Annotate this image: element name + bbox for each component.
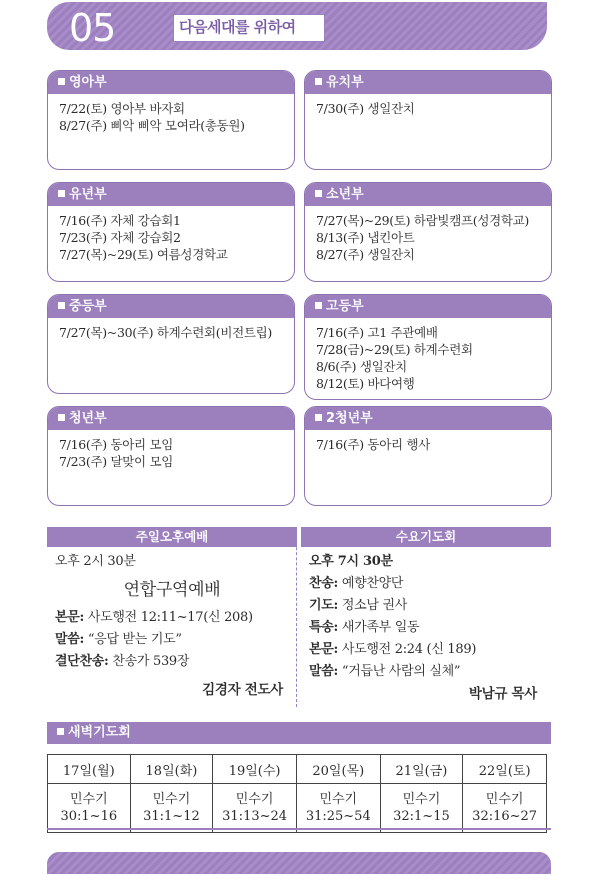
scripture-cell [213, 784, 297, 833]
square-icon [315, 190, 322, 197]
event-list [48, 318, 294, 341]
department-header [305, 295, 551, 318]
worship-section [47, 527, 551, 707]
department-box [47, 182, 295, 282]
list-item: 7/16(주) 동아리 모임 [59, 437, 174, 452]
list-item: 8/27(주) 생일잔치 [316, 247, 415, 262]
value: 정소남 권사 [341, 598, 407, 613]
list-item: 7/23(주) 달맞이 모임 [59, 454, 174, 469]
list-item: 8/27(주) 삐악 삐악 모여라(총동원) [59, 118, 245, 133]
department-name: 유치부 [326, 75, 364, 90]
department-header [48, 183, 294, 206]
sunday-service-name: 연합구역예배 [123, 580, 221, 600]
dawn-prayer-bar [47, 722, 551, 744]
department-name: 소년부 [326, 187, 364, 202]
sunday-title: 주일오후예배 [47, 527, 297, 547]
verse: 30:1~16 [60, 809, 118, 824]
department-box [47, 294, 295, 394]
verse: 32:16~27 [472, 809, 538, 824]
list-item: 7/30(주) 생일잔치 [316, 101, 415, 116]
square-icon [58, 302, 65, 309]
list-item: 7/16(주) 고1 주관예배 [316, 325, 438, 340]
book: 민수기 [402, 792, 441, 807]
list-item: 7/27(목)~29(토) 하람빛캠프(성경학교) [316, 213, 530, 228]
value: “응답 받는 기도” [87, 632, 182, 647]
date-cell: 22일(토) [463, 755, 547, 784]
square-icon [315, 78, 322, 85]
event-list [305, 430, 551, 453]
department-name: 영아부 [69, 75, 107, 90]
value: 찬송가 539장 [112, 654, 190, 669]
wednesday-title: 수요기도회 [301, 527, 551, 547]
department-header [305, 71, 551, 94]
square-icon [315, 302, 322, 309]
label: 결단찬송: [55, 654, 109, 669]
divider [296, 527, 297, 707]
department-header [305, 183, 551, 206]
value: 사도행전 12:11~17(신 208) [87, 610, 253, 625]
department-box [47, 70, 295, 170]
value: “거듭난 사람의 실체” [341, 664, 461, 679]
label: 기도: [309, 598, 339, 613]
date-cell: 20일(목) [296, 755, 380, 784]
department-name: 2청년부 [326, 411, 373, 426]
department-box [304, 182, 552, 282]
verse: 31:1~12 [143, 809, 200, 824]
table-header-row [48, 755, 547, 784]
book: 민수기 [319, 792, 358, 807]
sunday-preacher: 김경자 전도사 [202, 682, 283, 698]
wednesday-sermon [301, 661, 551, 683]
value: 예향찬양단 [341, 576, 404, 591]
scripture-cell [48, 784, 131, 833]
department-box [304, 294, 552, 400]
event-list [48, 94, 294, 134]
list-item: 7/23(주) 자체 강습회2 [59, 230, 181, 245]
sunday-scripture [47, 607, 297, 629]
scripture-cell [296, 784, 380, 833]
book: 민수기 [485, 792, 524, 807]
label: 말씀: [309, 664, 339, 679]
sunday-hymn [47, 651, 297, 673]
department-header [48, 71, 294, 94]
square-icon [58, 414, 65, 421]
sunday-sermon [47, 629, 297, 651]
event-list [305, 318, 551, 392]
date-cell: 21일(금) [380, 755, 463, 784]
dawn-prayer-table [47, 754, 547, 833]
list-item: 7/28(금)~29(토) 하계수련회 [316, 342, 473, 357]
list-item: 7/16(주) 자체 강습회1 [59, 213, 181, 228]
event-list [48, 430, 294, 470]
department-name: 청년부 [69, 411, 107, 426]
list-item: 7/27(목)~29(토) 여름성경학교 [59, 247, 228, 262]
department-box [304, 406, 552, 506]
scripture-cell [130, 784, 213, 833]
department-box [47, 406, 295, 506]
list-item: 7/16(주) 동아리 행사 [316, 437, 431, 452]
department-name: 유년부 [69, 187, 107, 202]
square-icon [58, 190, 65, 197]
scripture-cell [463, 784, 547, 833]
wednesday-praise [301, 573, 551, 595]
event-list [48, 206, 294, 263]
department-header [48, 407, 294, 430]
wednesday-service [301, 527, 551, 707]
square-icon [315, 414, 322, 421]
book: 민수기 [152, 792, 191, 807]
verse: 31:25~54 [305, 809, 371, 824]
book: 민수기 [69, 792, 108, 807]
date-cell: 18일(화) [130, 755, 213, 784]
dawn-prayer-title: 새벽기도회 [68, 725, 131, 740]
sunday-service [47, 527, 297, 707]
department-name: 중등부 [69, 299, 107, 314]
date-cell: 19일(수) [213, 755, 297, 784]
section-header [47, 0, 554, 52]
table-row [48, 784, 547, 833]
section-title: 다음세대를 위하여 [179, 18, 296, 36]
verse: 32:1~15 [393, 809, 450, 824]
label: 말씀: [55, 632, 85, 647]
book: 민수기 [235, 792, 274, 807]
wednesday-special [301, 617, 551, 639]
label: 본문: [309, 642, 339, 657]
rule [47, 828, 551, 830]
wednesday-preacher: 박남규 목사 [468, 686, 537, 702]
square-icon [58, 78, 65, 85]
wednesday-prayer [301, 595, 551, 617]
label: 특송: [309, 620, 339, 635]
section-number: 05 [69, 6, 116, 50]
event-list [305, 206, 551, 263]
sunday-time: 오후 2시 30분 [55, 554, 136, 569]
label: 본문: [55, 610, 85, 625]
department-name: 고등부 [326, 299, 364, 314]
wednesday-time: 오후 7시 30분 [309, 554, 393, 569]
list-item: 8/12(토) 바다여행 [316, 376, 415, 391]
scripture-cell [380, 784, 463, 833]
verse: 31:13~24 [222, 809, 288, 824]
department-header [305, 407, 551, 430]
date-cell: 17일(월) [48, 755, 131, 784]
department-header [48, 295, 294, 318]
list-item: 8/13(주) 냅킨아트 [316, 230, 415, 245]
list-item: 8/6(주) 생일잔치 [316, 359, 407, 374]
value: 사도행전 2:24 (신 189) [341, 642, 477, 657]
list-item: 7/22(토) 영아부 바자회 [59, 101, 185, 116]
event-list [305, 94, 551, 117]
department-box [304, 70, 552, 170]
label: 찬송: [309, 576, 339, 591]
wednesday-scripture [301, 639, 551, 661]
square-icon [57, 728, 64, 735]
footer-band [47, 852, 551, 874]
value: 새가족부 일동 [341, 620, 420, 635]
list-item: 7/27(목)~30(주) 하계수련회(비전트립) [59, 325, 273, 340]
